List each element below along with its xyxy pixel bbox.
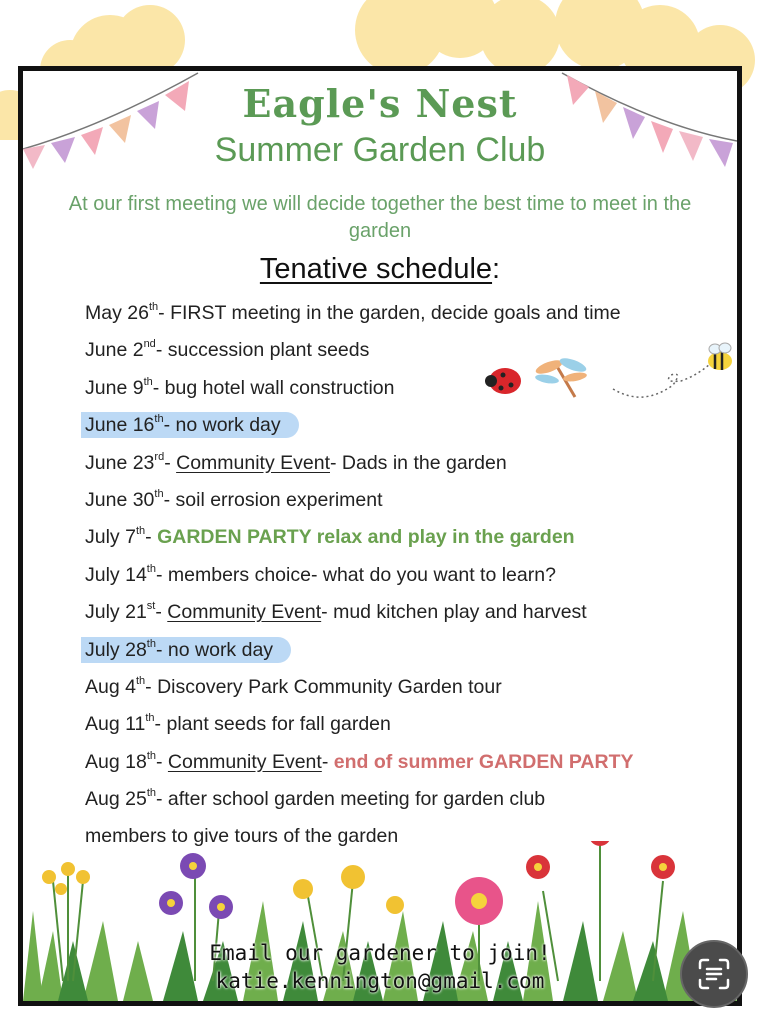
schedule-item: July 21st- Community Event- mud kitchen play and harvest (85, 600, 587, 624)
dragonfly-icon (534, 356, 588, 397)
schedule-item: Aug 11th- plant seeds for fall garden (85, 712, 391, 736)
schedule-item: June 30th- soil errosion experiment (85, 487, 383, 511)
schedule-item: June 9th- bug hotel wall construction (85, 375, 395, 399)
schedule-item: May 26th- FIRST meeting in the garden, decide goals and time (85, 301, 621, 324)
schedule-item: July 14th- members choice- what do you want to learn? (85, 562, 556, 586)
email-prompt: Email our gardener to join! (209, 941, 551, 965)
schedule-item: Aug 4th- Discovery Park Community Garden tour (85, 674, 502, 698)
schedule-item: July 28th- no work day (85, 632, 634, 669)
schedule-item: July 7th- GARDEN PARTY relax and play in the garden (85, 525, 575, 549)
email-address[interactable]: katie.kennington@gmail.com (215, 969, 545, 993)
live-text-scan-button[interactable] (680, 940, 748, 1008)
garden-club-flyer (18, 66, 742, 1006)
schedule-heading: Tenative schedule: (259, 253, 501, 285)
ladybug-icon (485, 368, 521, 394)
schedule-item: members to give tours of the garden (85, 825, 399, 848)
flight-path-icon (613, 363, 711, 397)
text-scan-icon (696, 956, 732, 992)
schedule-item: June 2nd- succession plant seeds (85, 338, 370, 362)
club-title: Summer Garden Club (214, 131, 546, 169)
schedule-item: June 16th- no work day (85, 407, 634, 444)
subtitle: At our first meeting we will decide together the best time to meet in the garden (68, 193, 692, 242)
schedule-item: Aug 25th- after school garden meeting for garden club (85, 787, 546, 811)
schedule-item: Aug 18th- Community Event- end of summer GARDEN PARTY (85, 749, 634, 773)
email-callout (23, 939, 737, 995)
schedule-item: June 23rd- Community Event- Dads in the garden (85, 450, 507, 474)
bee-icon (708, 343, 732, 370)
bugs-decoration (483, 341, 733, 411)
club-title-name: Eagle's Nest (242, 81, 518, 126)
